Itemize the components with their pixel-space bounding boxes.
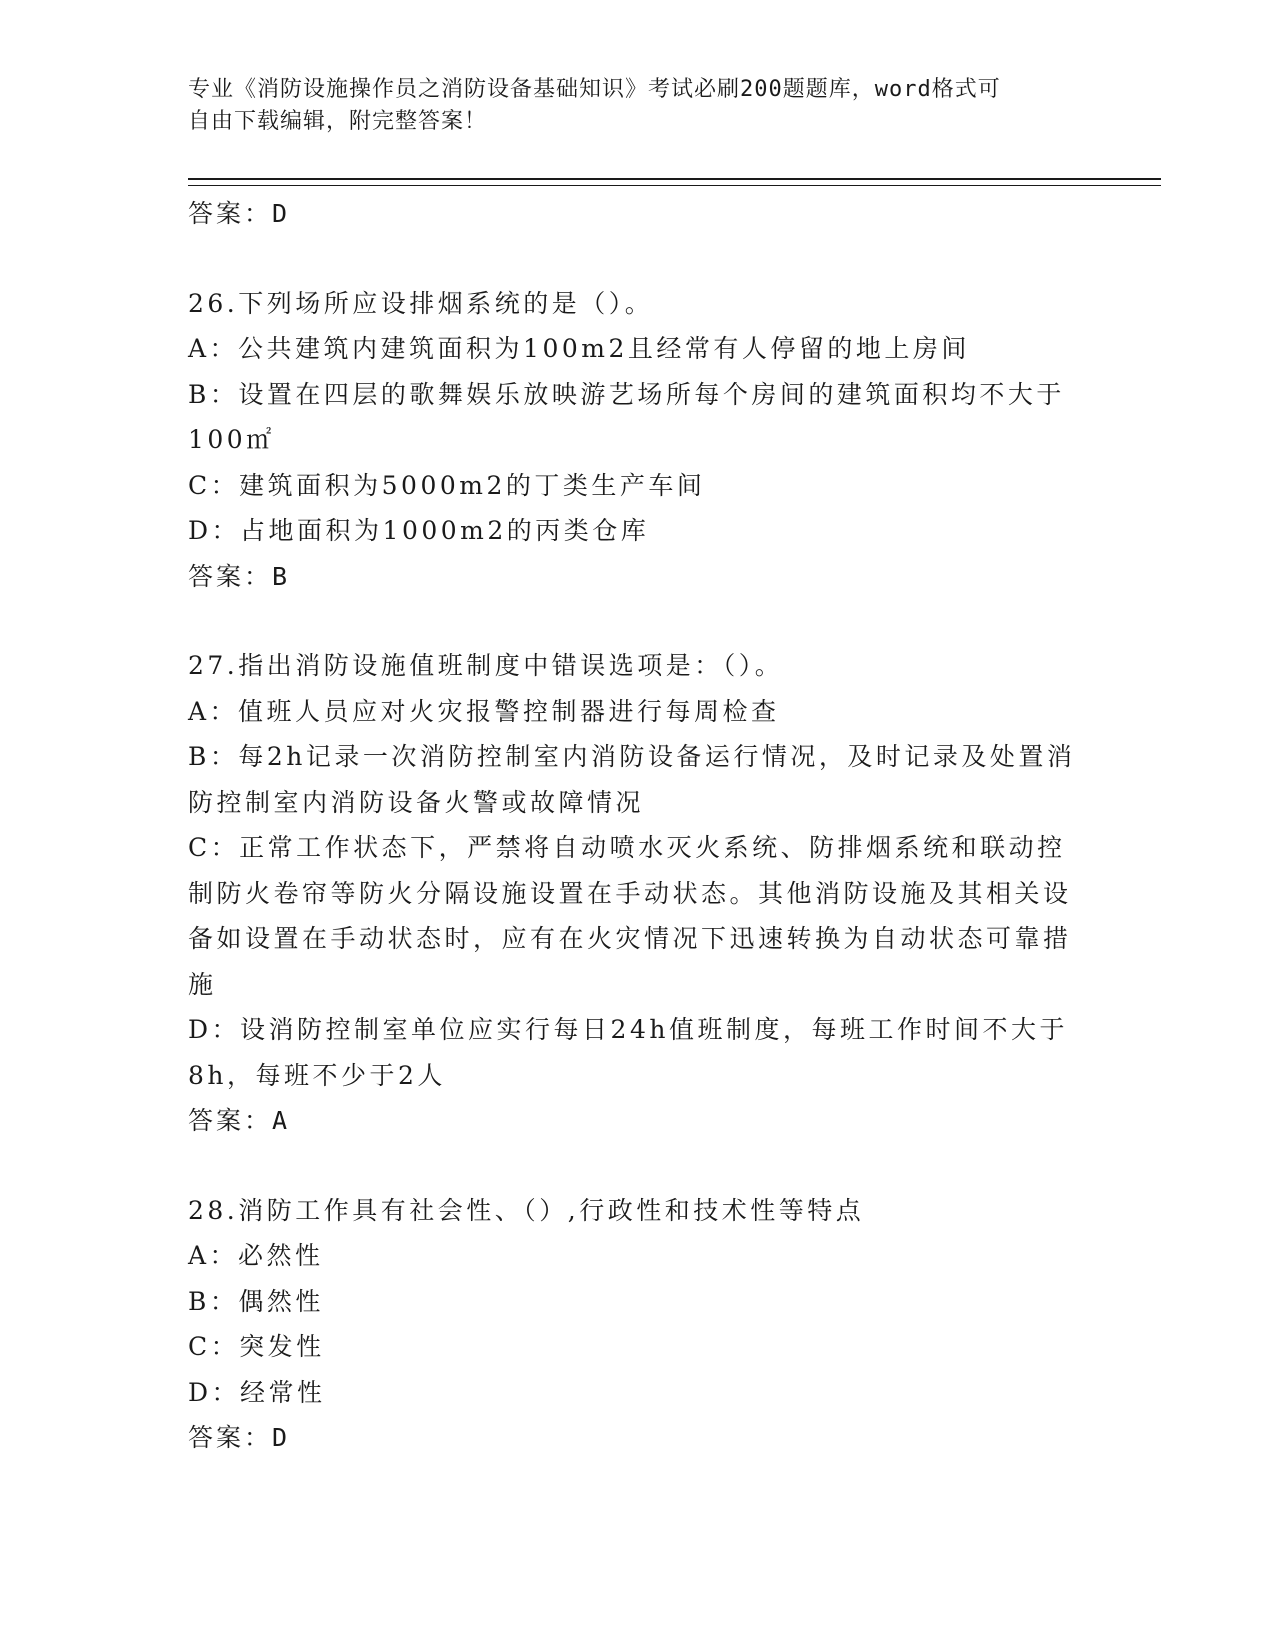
- answer-value: D: [272, 1423, 289, 1452]
- option-a: A：公共建筑内建筑面积为100m2且经常有人停留的地上房间: [188, 334, 970, 363]
- header-line-1: 专业《消防设施操作员之消防设备基础知识》考试必刷200题题库，word格式可: [188, 77, 1001, 102]
- document-header: [188, 74, 1068, 138]
- answer-label: 答案：: [188, 561, 273, 591]
- option-a: A：必然性: [188, 1241, 324, 1270]
- answer-line: [188, 554, 1088, 600]
- option-d: D：占地面积为1000m2的丙类仓库: [188, 516, 650, 545]
- answer-value: B: [272, 561, 289, 591]
- question-stem: 27.指出消防设施值班制度中错误选项是：（）。: [188, 651, 784, 680]
- option-c: C：建筑面积为5000m2的丁类生产车间: [188, 470, 706, 500]
- question-26: [188, 281, 1088, 600]
- answer-line: [188, 1098, 1088, 1144]
- option-b: B：每2h记录一次消防控制室内消防设备运行情况，及时记录及处置消防控制室内消防设备火警或故障情况: [188, 742, 1076, 817]
- answer-label: 答案：: [188, 199, 273, 228]
- option-a: A：值班人员应对火灾报警控制器进行每周检查: [188, 696, 780, 726]
- option-d: D：经常性: [188, 1377, 326, 1407]
- answer-label: 答案：: [188, 1423, 273, 1452]
- question-stem: 26.下列场所应设排烟系统的是（）。: [188, 288, 654, 318]
- header-line-2: 自由下载编辑，附完整答案！: [188, 109, 488, 134]
- question-28: [188, 1188, 1088, 1461]
- option-b: B：偶然性: [188, 1286, 324, 1316]
- option-d: D：设消防控制室单位应实行每日24h值班制度，每班工作时间不大于8h，每班不少于2人: [188, 1015, 1068, 1090]
- question-stem: 28.消防工作具有社会性、（）,行政性和技术性等特点: [188, 1195, 865, 1225]
- header-divider: [188, 178, 1161, 186]
- option-c: C：突发性: [188, 1332, 325, 1361]
- answer-value: A: [272, 1106, 289, 1135]
- answer-line: [188, 1415, 1088, 1461]
- answer-line: [188, 191, 1088, 237]
- option-b: B：设置在四层的歌舞娱乐放映游艺场所每个房间的建筑面积均不大于100㎡: [188, 379, 1065, 454]
- answer-label: 答案：: [188, 1106, 273, 1135]
- option-c: C：正常工作状态下，严禁将自动喷水灭火系统、防排烟系统和联动控制防火卷帘等防火分隔设施设置在手动状态。其他消防设施及其相关设备如设置在手动状态时，应有在火灾情况下迅速转换为自动状态可靠措施: [188, 833, 1072, 999]
- question-27: [188, 643, 1088, 1144]
- answer-value: D: [272, 199, 289, 228]
- document-body: [188, 191, 1088, 1461]
